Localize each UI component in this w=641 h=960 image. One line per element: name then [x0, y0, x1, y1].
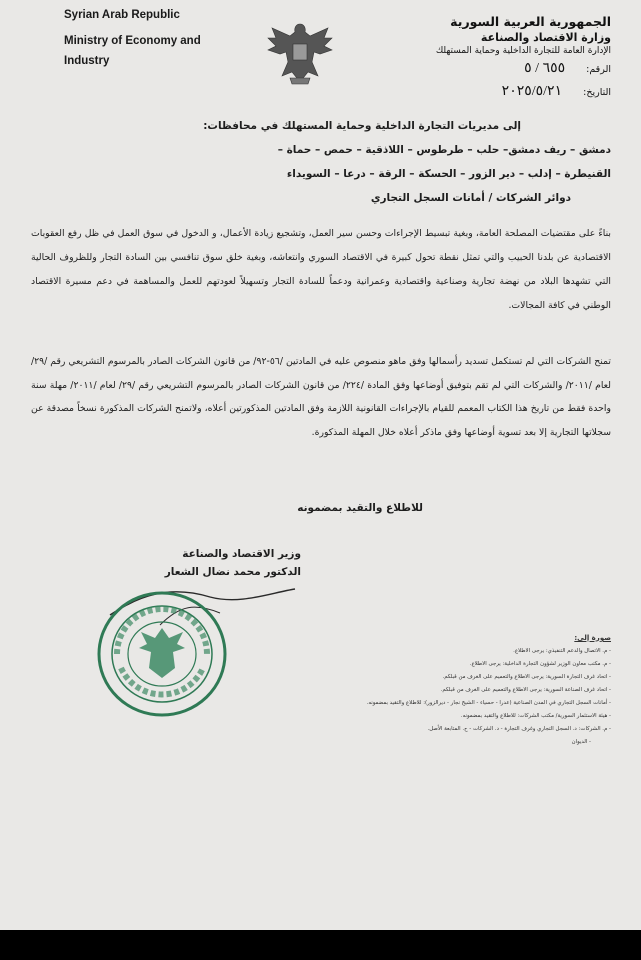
signer-title: وزير الاقتصاد والصناعة [182, 548, 301, 560]
reference-number [436, 58, 611, 81]
letterhead-line: Ministry of Economy and [64, 35, 201, 47]
copies-item: - الديوان [571, 739, 591, 745]
body-paragraph-2: تمنح الشركات التي لم تستكمل تسديد رأسمالها وفق ماهو منصوص عليه في المادتين /٥٦-٩٢/ من قانون الشركات الصادر بالمرسوم التشريعي رقم /٢٩/ لعام /٢٠١١/ والشركات التي لم تقم بتوفيق أوضاعها وفق المادة /٢٢٤/ من قانون الشركات الصادر بالمرسوم التشريعي رقم /٢٩/ لعام /٢٠١١/ مهلة سنة واحدة فقط من تاريخ هذا الكتاب المعمم للقيام بالإجراءات القانونية اللازمة وفق المادتين المذكورتين أعلاه، ولاتمنح الشركات المذكورة نسخاً مصدقة عن سجلاتها التجارية إلا بعد تسوية أوضاعها وفق ماذكر أعلاه خلال المهلة المذكورة. [31, 356, 611, 438]
addressee-line: إلى مديريات التجارة الداخلية وحماية المستهلك في محافظات: [203, 120, 521, 132]
date-value: ٢٠٢٥/٥/٢١ [501, 84, 563, 99]
letterhead-line: Syrian Arab Republic [64, 9, 180, 21]
addressee-line: القنيطرة – إدلب – دير الزور – الحسكة – الرقة – درعا – السويداء [286, 168, 611, 180]
english-letterhead [64, 9, 201, 71]
letterhead-ministry: وزارة الاقتصاد والصناعة [480, 31, 611, 44]
signer-name: الدكتور محمد نضال الشعار [164, 566, 301, 578]
copies-title: صورة إلى: [574, 634, 611, 642]
copies-item: - أمانات السجل التجاري في المدن الصناعية (عدرا - حسياء - الشيخ نجار - ديرالزور): للاطلاع والتقيد بمضمونه. [366, 700, 611, 706]
number-value: ٦٥٥ / ٥ [524, 61, 566, 76]
number-label: الرقم: [586, 64, 611, 75]
letterhead-line: Industry [64, 55, 110, 67]
letterhead-republic: الجمهورية العربية السورية [450, 14, 611, 29]
arabic-letterhead [436, 14, 611, 104]
copies-item: - اتحاد غرف الصناعة السورية: يرجى الاطلاع والتعميم على الغرف من قبلكم. [440, 687, 611, 693]
copies-item: - اتحاد غرف التجارة السورية: يرجى الاطلاع والتعميم على الغرف من قبلكم. [442, 674, 611, 680]
official-stamp [95, 588, 230, 720]
copies-item: - م. الاتصال والدعم التنفيذي: يرجى الاطلاع. [513, 648, 611, 654]
letterhead-directorate: الإدارة العامة للتجارة الداخلية وحماية المستهلك [435, 46, 611, 56]
closing-line: للاطلاع والتقيد بمضمونه [297, 502, 423, 514]
addressee-line: دمشق – ريف دمشق– حلب – طرطوس – اللاذقية – حمص – حماة – [277, 144, 611, 156]
copies-item: - هيئة الاستثمار السورية/ مكتب الشركات: للاطلاع والتقيد بمضمونه. [460, 713, 611, 719]
syrian-eagle-emblem-icon [262, 18, 338, 88]
addressee-block [91, 114, 611, 210]
body-paragraph-1: بناءً على مقتضيات المصلحة العامة، وبغية تبسيط الإجراءات وحسن سير العمل، وتشجيع زيادة الأعمال، و الدخول في سوق العمل في ظل رفع العقوبات الاقتصادية عن بلدنا الحبيب والتي تمثل نقطة تحول كبيرة في الاقتصاد السوري وانتعاشه، وبغية خلق سوق تنافسي بين السادة التجار وللظروف الحالية التي تشهدها البلاد من نهضة تجارية وصناعية واقتصادية وعمرانية ودعماً للسادة التجار وتسهيلاً لعودتهم للعمل والمساهمة في دعم مسيرة الاقتصاد الوطني في كافة المجالات. [31, 228, 611, 311]
copies-list [341, 632, 611, 749]
copies-item: - م. مكتب معاون الوزير لشؤون التجارة الداخلية: يرجى الاطلاع. [469, 661, 611, 667]
date-label: التاريخ: [583, 87, 611, 98]
addressee-line: دوائر الشركات / أمانات السجل التجاري [370, 192, 571, 204]
reference-date [436, 81, 611, 104]
copies-item: - م. الشركات: د. السجل التجاري وغرف التجارة - د. الشركات - ح. المتابعة الأصل. [427, 726, 611, 732]
